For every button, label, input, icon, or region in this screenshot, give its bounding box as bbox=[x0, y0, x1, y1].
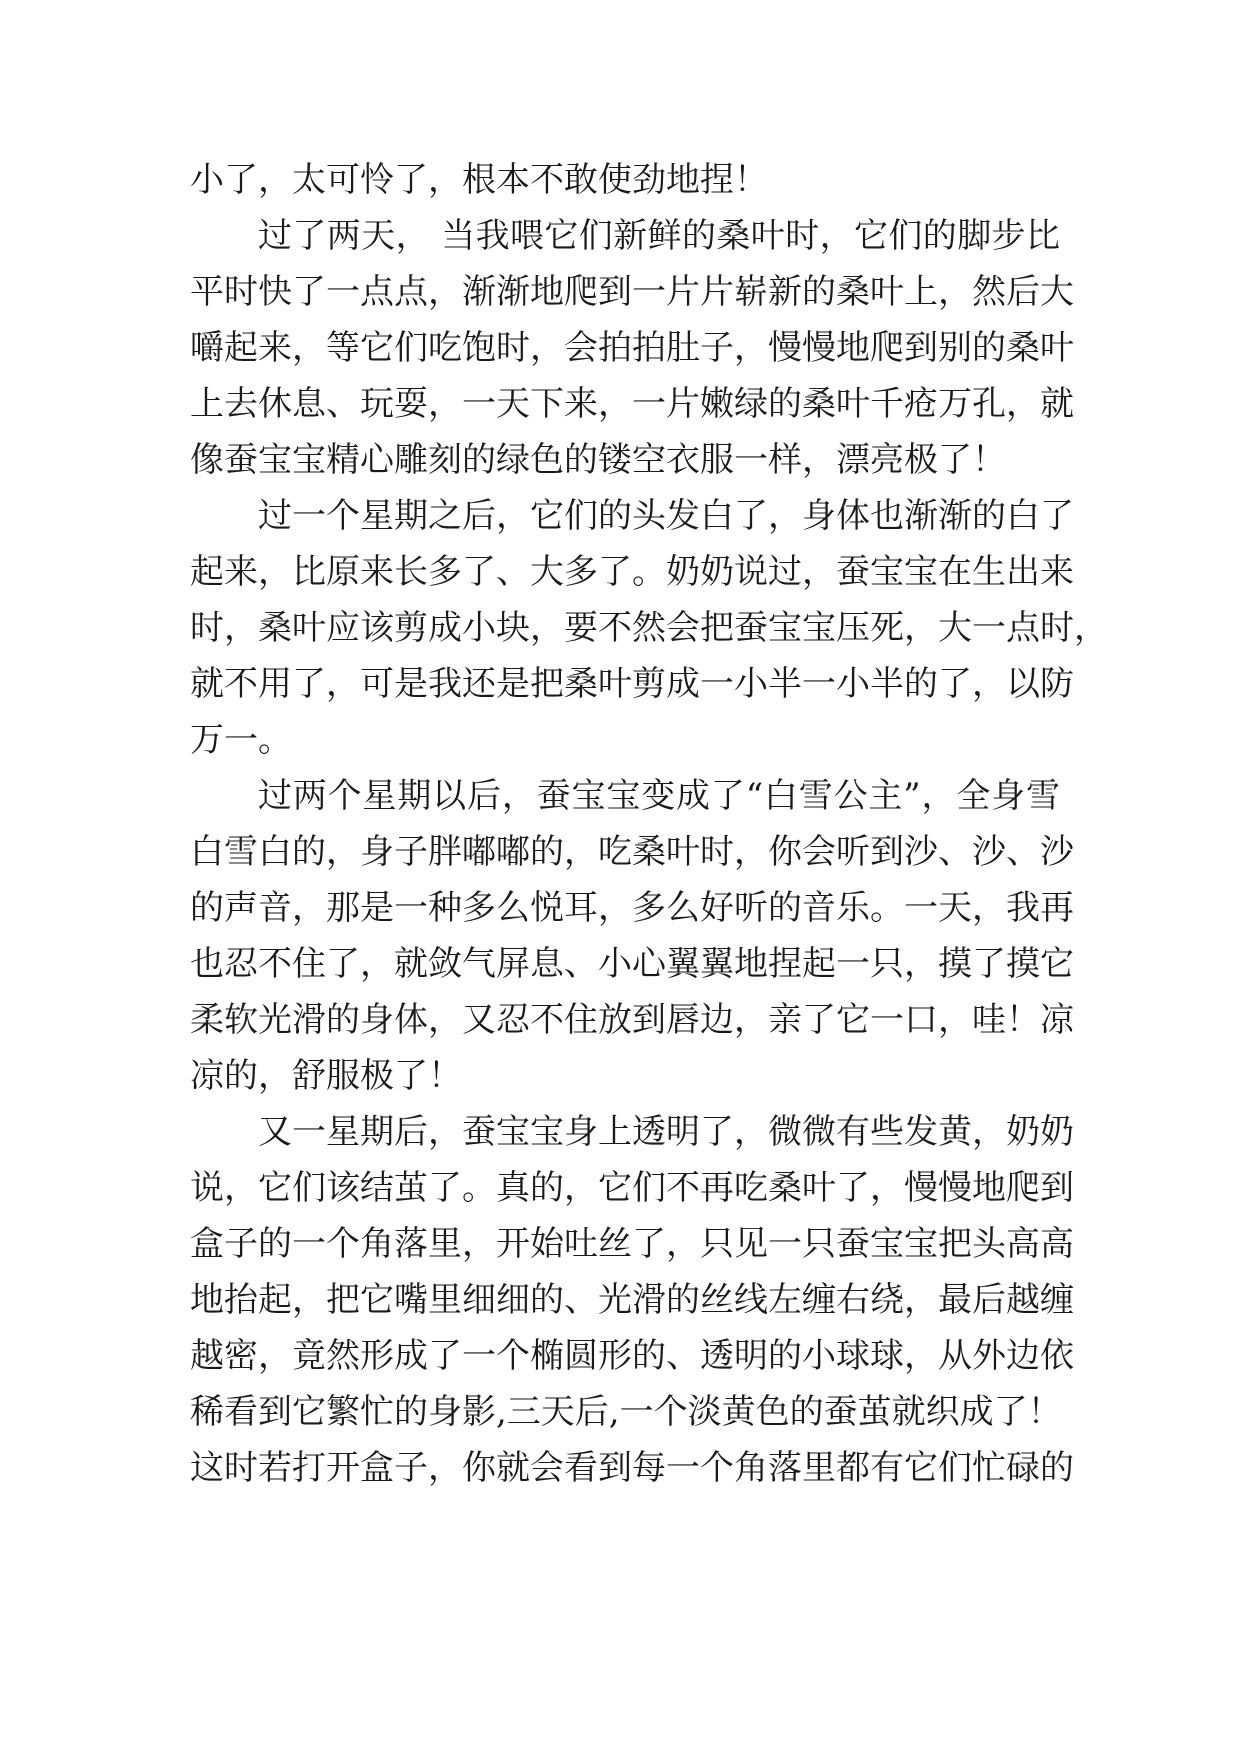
text-line: 地抬起，把它嘴里细细的、光滑的丝线左缠右绕，最后越缠 bbox=[190, 1280, 1074, 1320]
text-line: 白雪白的，身子胖嘟嘟的，吃桑叶时，你会听到沙、沙、沙 bbox=[190, 832, 1074, 872]
text-line: 柔软光滑的身体，又忍不住放到唇边，亲了它一口，哇！凉 bbox=[190, 1000, 1074, 1040]
text-line: 平时快了一点点，渐渐地爬到一片片崭新的桑叶上，然后大 bbox=[190, 272, 1074, 312]
text-line: 小了，太可怜了，根本不敢使劲地捏！ bbox=[190, 160, 768, 200]
paragraph-first-line: 又一星期后，蚕宝宝身上透明了，微微有些发黄，奶奶 bbox=[258, 1112, 1074, 1152]
paragraph-first-line: 过一个星期之后，它们的头发白了，身体也渐渐的白了 bbox=[258, 496, 1074, 536]
text-line: 的声音，那是一种多么悦耳，多么好听的音乐。一天，我再 bbox=[190, 888, 1074, 928]
text-line: 稀看到它繁忙的身影,三天后,一个淡黄色的蚕茧就织成了！ bbox=[190, 1392, 1062, 1432]
text-line: 说，它们该结茧了。真的，它们不再吃桑叶了，慢慢地爬到 bbox=[190, 1168, 1074, 1208]
paragraph-first-line: 过两个星期以后，蚕宝宝变成了“白雪公主”，全身雪 bbox=[258, 776, 1060, 816]
text-line: 万一。 bbox=[190, 720, 292, 760]
text-line: 也忍不住了，就敛气屏息、小心翼翼地捏起一只，摸了摸它 bbox=[190, 944, 1074, 984]
text-line: 嚼起来，等它们吃饱时，会拍拍肚子，慢慢地爬到别的桑叶 bbox=[190, 328, 1074, 368]
text-line: 凉的，舒服极了！ bbox=[190, 1056, 462, 1096]
text-line: 越密，竟然形成了一个椭圆形的、透明的小球球，从外边依 bbox=[190, 1336, 1074, 1376]
text-line: 就不用了，可是我还是把桑叶剪成一小半一小半的了，以防 bbox=[190, 664, 1074, 704]
text-line: 盒子的一个角落里，开始吐丝了，只见一只蚕宝宝把头高高 bbox=[190, 1224, 1074, 1264]
text-line: 时，桑叶应该剪成小块，要不然会把蚕宝宝压死，大一点时， bbox=[190, 608, 1108, 648]
text-line: 像蚕宝宝精心雕刻的绿色的镂空衣服一样，漂亮极了！ bbox=[190, 440, 1006, 480]
paragraph-first-line: 过了两天， 当我喂它们新鲜的桑叶时，它们的脚步比 bbox=[258, 216, 1060, 256]
text-line: 起来，比原来长多了、大多了。奶奶说过，蚕宝宝在生出来 bbox=[190, 552, 1074, 592]
body-text bbox=[190, 152, 1108, 1496]
text-line: 这时若打开盒子，你就会看到每一个角落里都有它们忙碌的 bbox=[190, 1448, 1074, 1488]
text-line: 上去休息、玩耍，一天下来，一片嫩绿的桑叶千疮万孔，就 bbox=[190, 384, 1074, 424]
